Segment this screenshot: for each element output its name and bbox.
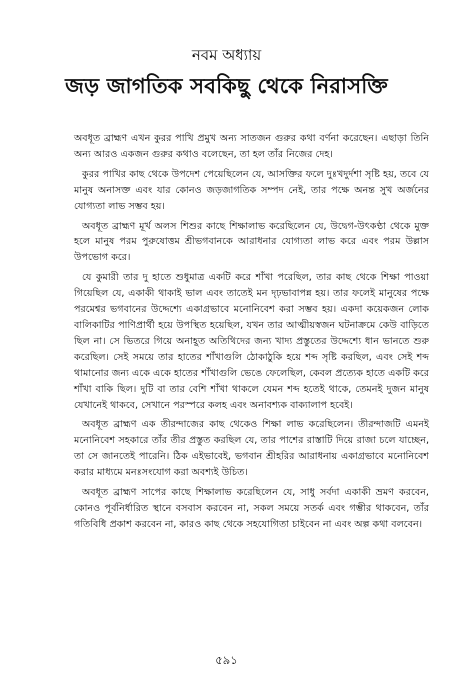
paragraph: অবধূত ব্রাহ্মণ সাপের কাছে শিক্ষালাভ করেছিলেন যে, সাধু সর্বদা একাকী ভ্রমণ করবেন, কোনও পূর্বনির্ধারিত স্থানে বসবাস করবেন না, সকল সময়ে সতর্ক এবং গম্ভীর থাকবেন, তাঁর গতিবিধি প্রকাশ করবেন না, কারও কাছ থেকে সহযোগিতা চাইবেন না এবং অল্প কথা বলবেন। bbox=[74, 487, 429, 530]
chapter-title: জড় জাগতিক সবকিছু থেকে নিরাসক্তি bbox=[65, 74, 388, 98]
paragraph: অবধূত ব্রাহ্মণ মূর্খ অলস শিশুর কাছে শিক্ষালাভ করেছিলেন যে, উদ্বেগ-উৎকণ্ঠা থেকে মুক্ত হলে মানুষ পরম পুরুষোত্তম শ্রীভগবানকে আরাধনার যোগ্যতা লাভ করে এবং পরম উল্লাস উপভোগ করে। bbox=[74, 220, 429, 264]
paragraph: অবধূত ব্রাহ্মণ এক তীরন্দাজের কাছ থেকেও শিক্ষা লাভ করেছিলেন। তীরন্দাজটি এমনই মনোনিবেশ সহকারে তাঁর তীর প্রস্তুত করছিল যে, তার পাশের রাস্তাটি দিয়ে রাজা চলে যাচ্ছেন, তা সে জানতেই পারেনি। ঠিক এইভাবেই, ভগবান শ্রীহরির আরাধনায় একাগ্রভাবে মনোনিবেশ করার মাধ্যমে মনঃসংযোগ করা অবশ্যই উচিত। bbox=[74, 419, 429, 479]
paragraph: কুরর পাখির কাছ থেকে উপদেশ পেয়েছিলেন যে, আসক্তির ফলে দুঃখদুর্দশা সৃষ্টি হয়, তবে যে মানুষ অনাসক্ত এবং যার কোনও জড়জাগতিক সম্পদ নেই, তার পক্ষে অনন্ত সুখ অর্জনের যোগ্যতা লাভ সম্ভব হয়। bbox=[74, 168, 429, 212]
chapter-number: নবম অধ্যায় bbox=[191, 46, 262, 64]
paragraph: অবধূত ব্রাহ্মণ এখন কুরর পাখি প্রমুখ অন্য সাতজন গুরুর কথা বর্ণনা করেছেন। এছাড়া তিনি অন্য আরও একজন গুরুর কথাও বলেছেন, তা হল তাঁর নিজের দেহ। bbox=[74, 133, 429, 160]
paragraph: যে কুমারী তার দু হাতে শুধুমাত্র একটি করে শাঁখা পরেছিল, তার কাছ থেকে শিক্ষা পাওয়া গিয়েছিল যে, একাকী থাকাই ভাল এবং তাতেই মন দৃঢ়ভাবাপন্ন হয়। তার ফলেই মানুষের পক্ষে পরমেশ্বর ভগবানের উদ্দেশ্যে একাগ্রভাবে মনোনিবেশ করা সম্ভব হয়। একদা কয়েকজন লোক বালিকাটির পাণিপ্রার্থী হয়ে উপস্থিত হয়েছিল, যখন তার আত্মীয়স্বজন ঘটনাক্রমে কেউ বাড়িতে ছিল না। সে ভিতরে গিয়ে অনাহূত অতিথিদের জন্য খাদ্য প্রস্তুতের উদ্দেশ্যে ধান ভানতে শুরু করেছিল। সেই সময়ে তার হাতের শাঁখাগুলি ঠোকাঠুকি হয়ে শব্দ সৃষ্টি করছিল, এবং সেই শব্দ থামানোর জন্য একে একে হাতের শাঁখাগুলি ভেঙে ফেলেছিল, কেবল প্রত্যেক হাতে একটি করে শাঁখা বাকি ছিল। দুটি বা তার বেশি শাঁখা থাকলে যেমন শব্দ হতেই থাকে, তেমনই দুজন মানুষ যেখানেই থাকবে, সেখানে পরস্পরে কলহ এবং অনাবশ্যক বাক্যালাপ হবেই। bbox=[74, 272, 429, 411]
body-text bbox=[74, 131, 429, 537]
page-number: ৫৯১ bbox=[215, 653, 238, 667]
